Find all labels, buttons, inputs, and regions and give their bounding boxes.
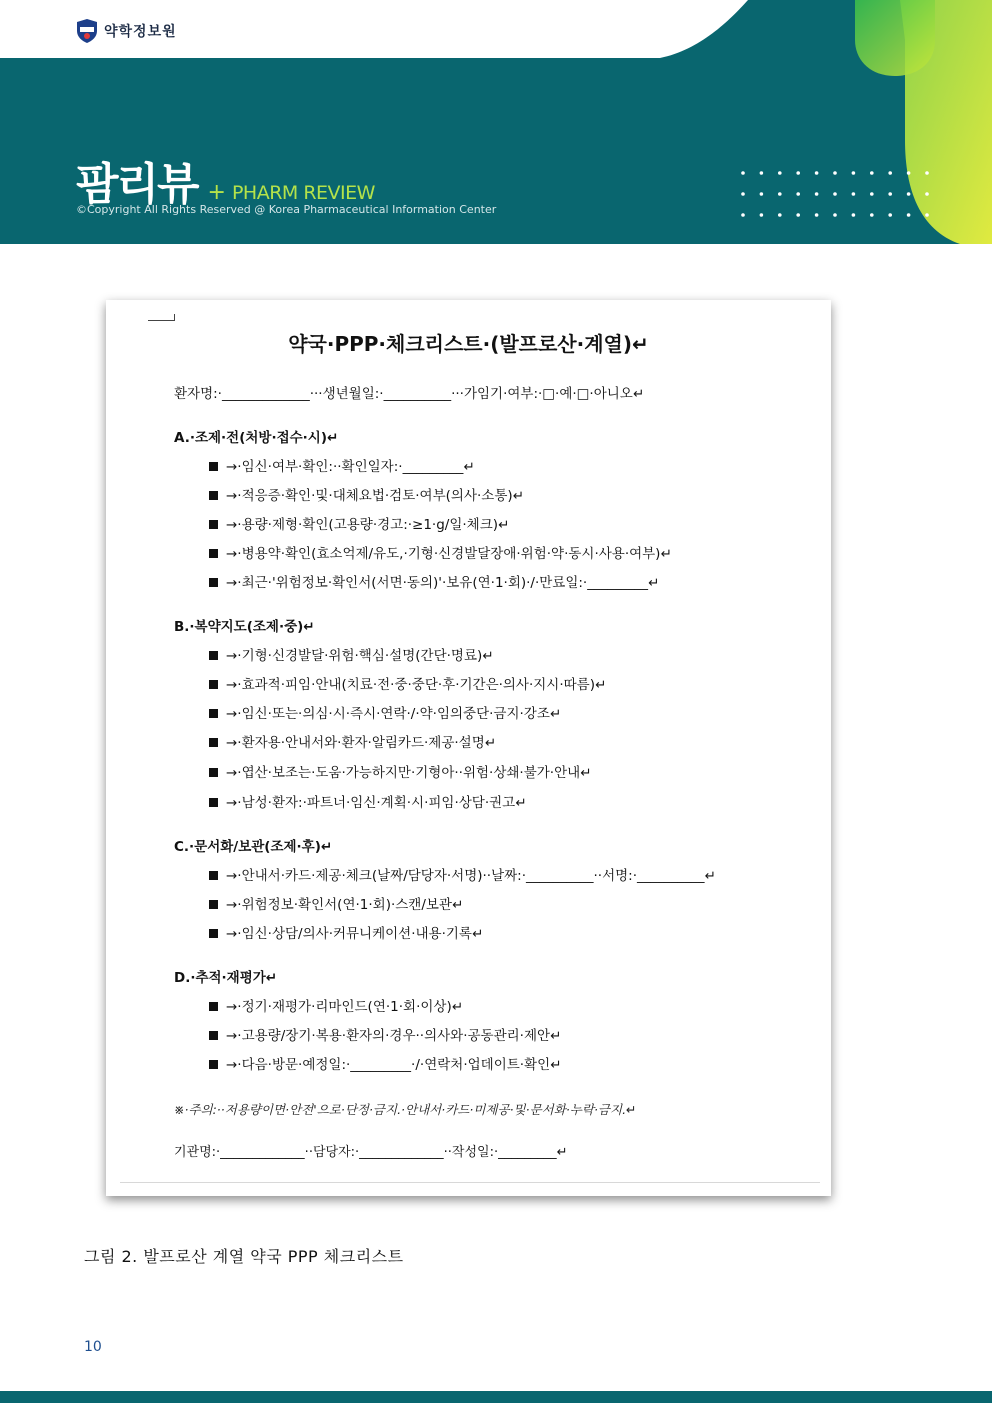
decoration-dot (852, 171, 856, 175)
section-d-item: →·다음·방문·예정일:·_________·/·연락처·업데이트·확인↵ (209, 1053, 561, 1073)
square-bullet-icon (209, 929, 218, 938)
decoration-dot (815, 192, 819, 196)
decoration-dot (778, 213, 782, 217)
section-a-item: →·용량·제형·확인(고용량·경고:·≥1·g/일·체크)↵ (209, 513, 509, 533)
section-c-item: →·안내서·카드·제공·체크(날짜/담당자·서명)··날짜:·__________··서명:·__________↵ (209, 864, 716, 884)
section-b-item: →·환자용·안내서와·환자·알림카드·제공·설명↵ (209, 731, 496, 751)
section-b-item: →·기형·신경발달·위험·핵심·설명(간단·명료)↵ (209, 644, 494, 664)
decoration-dot (925, 171, 929, 175)
section-c-item: →·위험정보·확인서(연·1·회)·스캔/보관↵ (209, 893, 463, 913)
section-b-item: →·엽산·보조는·도움·가능하지만·기형아··위험·상쇄·불가·안내↵ (209, 761, 591, 781)
decoration-dot (815, 213, 819, 217)
dot-pattern-decoration (740, 170, 930, 220)
section-d-item: →·정기·재평가·리마인드(연·1·회·이상)↵ (209, 995, 463, 1015)
logo[interactable] (76, 18, 177, 44)
decoration-dot (907, 171, 911, 175)
square-bullet-icon (209, 680, 218, 689)
doc-title: 약국·PPP·체크리스트·(발프로산·계열)↵ (288, 332, 649, 356)
square-bullet-icon (209, 651, 218, 660)
decoration-dot (870, 192, 874, 196)
page-number: 10 (84, 1339, 102, 1355)
decoration-dot (760, 171, 764, 175)
section-b-item: →·남성·환자:·파트너·임신·계획·시·피임·상담·권고↵ (209, 791, 527, 811)
logo-text: 약학정보원 (104, 24, 177, 40)
decoration-dot (852, 213, 856, 217)
brand-plus: + (207, 180, 226, 205)
section-a-heading: A.·조제·전(처방·접수·시)↵ (174, 430, 339, 446)
section-c-item: →·임신·상담/의사·커뮤니케이션·내용·기록↵ (209, 922, 483, 942)
figure-caption: 그림 2. 발프로산 계열 약국 PPP 체크리스트 (84, 1247, 404, 1266)
square-bullet-icon (209, 768, 218, 777)
decoration-dot (870, 213, 874, 217)
decoration-dot (925, 213, 929, 217)
decoration-dot (796, 171, 800, 175)
footer-bar (0, 1391, 992, 1403)
decoration-dot (907, 213, 911, 217)
square-bullet-icon (209, 520, 218, 529)
square-bullet-icon (209, 900, 218, 909)
decoration-dot (796, 213, 800, 217)
decoration-dot (833, 192, 837, 196)
patient-info-line: 환자명:·_____________···생년월일:·__________···가임기·여부:·□·예·□·아니오↵ (174, 386, 645, 402)
square-bullet-icon (209, 578, 218, 587)
decoration-dot (741, 213, 745, 217)
square-bullet-icon (209, 491, 218, 500)
decoration-dot (778, 171, 782, 175)
decoration-dot (870, 171, 874, 175)
square-bullet-icon (209, 1031, 218, 1040)
shield-logo-icon (76, 18, 98, 44)
square-bullet-icon (209, 798, 218, 807)
decoration-dot (760, 213, 764, 217)
section-a-item: →·최근·'위험정보·확인서(서면·동의)'·보유(연·1·회)·/·만료일:·_________↵ (209, 571, 659, 591)
section-a-item: →·임신·여부·확인:··확인일자:·_________↵ (209, 455, 475, 475)
section-d-heading: D.·추적·재평가↵ (174, 970, 278, 986)
corner-mark (148, 314, 175, 321)
section-b-heading: B.·복약지도(조제·중)↵ (174, 619, 315, 635)
decoration-dot (833, 171, 837, 175)
decoration-dot (741, 192, 745, 196)
caution-note: ※·주의:··저용량이면·안전'으로·단정·금지.·안내서·카드·미제공·및·문서화·누락·금지.↵ (174, 1102, 637, 1117)
section-a-item: →·적응증·확인·및·대체요법·검토·여부(의사·소통)↵ (209, 484, 524, 504)
decoration-dot (925, 192, 929, 196)
decoration-dot (741, 171, 745, 175)
square-bullet-icon (209, 738, 218, 747)
brand-korean: 팜리뷰 (76, 159, 198, 210)
section-a-item: →·병용약·확인(효소억제/유도,·기형·신경발달장애·위험·약·동시·사용·여부)↵ (209, 542, 672, 562)
checklist-document-image (106, 300, 831, 1196)
square-bullet-icon (209, 1002, 218, 1011)
decoration-dot (833, 213, 837, 217)
section-d-item: →·고용량/장기·복용·환자의·경우··의사와·공동관리·제안↵ (209, 1024, 561, 1044)
section-b-item: →·효과적·피임·안내(치료·전·중·중단·후·기간은·의사·지시·따름)↵ (209, 673, 606, 693)
decoration-dot (907, 192, 911, 196)
decoration-dot (760, 192, 764, 196)
square-bullet-icon (209, 462, 218, 471)
section-c-heading: C.·문서화/보관(조제·후)↵ (174, 839, 333, 855)
footer-fields-line: 기관명:·_____________··담당자:·_____________··작성일:·_________↵ (174, 1145, 568, 1160)
copyright: ©Copyright All Rights Reserved @ Korea Pharmaceutical Information Center (76, 203, 497, 216)
decoration-dot (815, 171, 819, 175)
square-bullet-icon (209, 709, 218, 718)
doc-bottom-divider (120, 1182, 820, 1183)
square-bullet-icon (209, 871, 218, 880)
section-b-item: →·임신·또는·의심·시·즉시·연락·/·약·임의중단·금지·강조↵ (209, 702, 561, 722)
decoration-dot (852, 192, 856, 196)
decoration-dot (888, 171, 892, 175)
decoration-dot (796, 192, 800, 196)
square-bullet-icon (209, 1060, 218, 1069)
decoration-dot (778, 192, 782, 196)
decoration-dot (888, 213, 892, 217)
square-bullet-icon (209, 549, 218, 558)
decoration-dot (888, 192, 892, 196)
brand-english: PHARM REVIEW (231, 182, 375, 204)
